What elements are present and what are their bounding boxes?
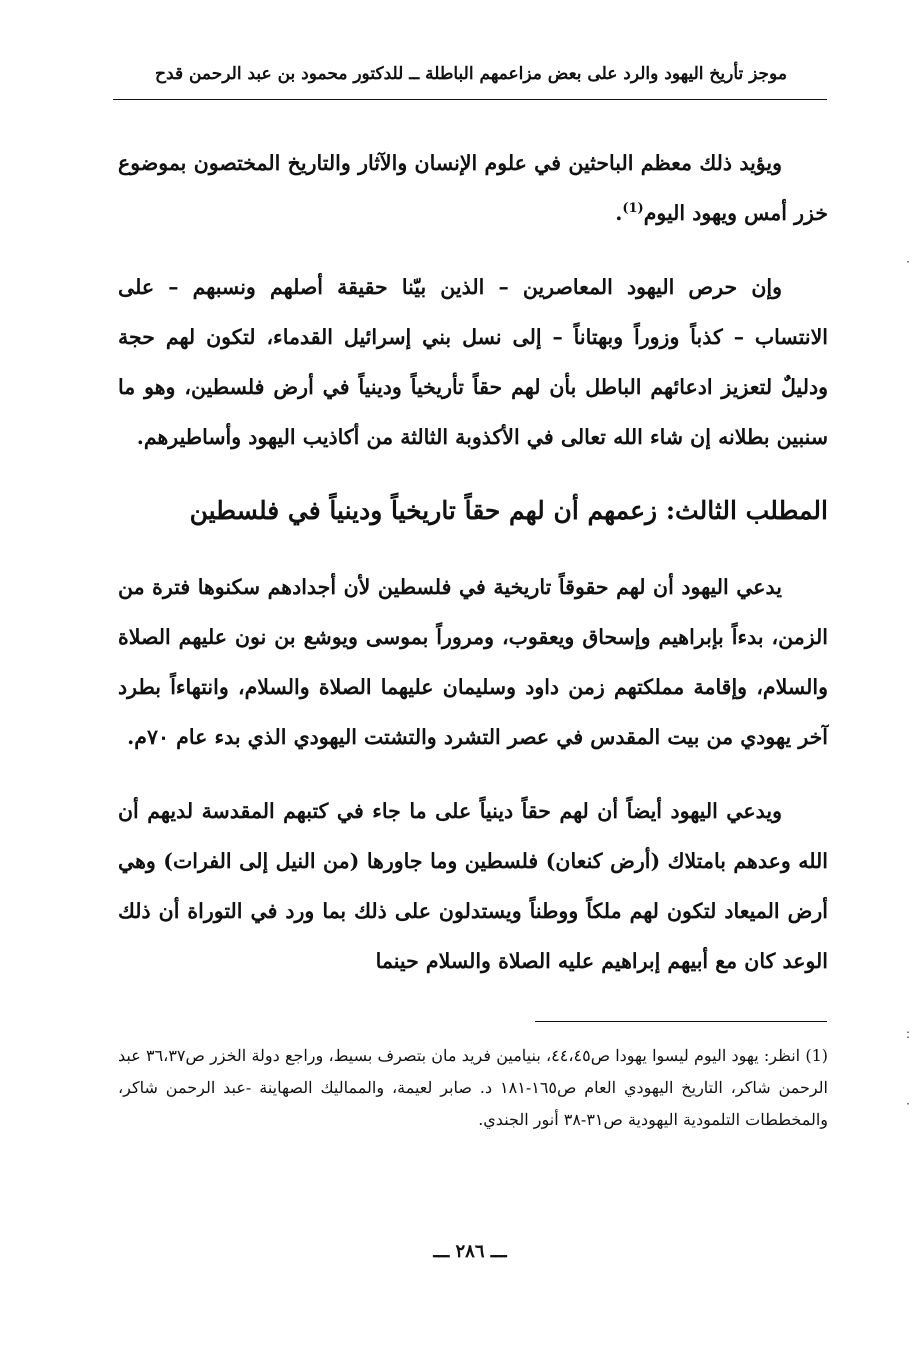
- paragraph-3: يدعي اليهود أن لهم حقوقاً تاريخية في فلسطين لأن أجدادهم سكنوها فترة من الزمن، بدءاً بإبراهيم وإسحاق ويعقوب، ومروراً بموسى ويوشع بن نون عليهم الصلاة والسلام، وإقامة مملكتهم زمن داود وسليمان عليهما الصلاة والسلام، وانتهاءاً بطرد آخر يهودي من بيت المقدس في عصر التشرد والتشتت اليهودي الذي بدء عام ٧٠م.: [118, 575, 828, 749]
- footnote-rule: [535, 1021, 827, 1022]
- section-heading: المطلب الثالث: زعمهم أن لهم حقاً تاريخياً ودينياً في فلسطين: [189, 496, 828, 525]
- edge-speck-mark: :: [905, 1027, 910, 1041]
- edge-speck-mark: ·: [906, 255, 910, 269]
- footnote-1: (1) انظر: يهود اليوم ليسوا يهودا ص٤٤،٤٥، بنيامين فريد مان بتصرف بسيط، وراجع دولة الخزر ص٣٦،٣٧ عبد الرحمن شاكر، التاريخ اليهودي العام ص١٦٥-١٨١ د. صابر لعيمة، والمماليك الصهاينة -عبد الرحمن شاكر، والمخططات التلمودية اليهودية ص٣١-٣٨ أنور الجندي.: [118, 1046, 829, 1129]
- footnote-reference[interactable]: (1): [622, 201, 644, 217]
- paragraph-1-end: .: [615, 201, 623, 225]
- paragraph-1: [118, 138, 828, 238]
- edge-speck-mark: ·: [906, 1097, 910, 1111]
- main-text: [118, 138, 828, 1010]
- footnotes: [118, 1040, 828, 1136]
- paragraph-4: ويدعي اليهود أيضاً أن لهم حقاً دينياً على ما جاء في كتبهم المقدسة لديهم أن الله وعدهم بامتلاك (أرض كنعان) فلسطين وما جاورها (من النيل إلى الفرات) وهي أرض الميعاد لتكون لهم ملكاً ووطناً ويستدلون على ذلك بما ورد في التوراة أن ذلك الوعد كان مع أبيهم إبراهيم عليه الصلاة والسلام حينما: [118, 799, 828, 973]
- running-header: موجز تأريخ اليهود والرد على بعض مزاعمهم الباطلة ــ للدكتور محمود بن عبد الرحمن قدح: [155, 64, 787, 84]
- header-rule: [113, 99, 827, 100]
- page-number: ـــ ٢٨٦ ـــ: [433, 1241, 507, 1262]
- paragraph-1-text: ويؤيد ذلك معظم الباحثين في علوم الإنسان والآثار والتاريخ المختصون بموضوع خزر أمس ويهود اليوم: [118, 151, 828, 225]
- paragraph-2: وإن حرص اليهود المعاصرين – الذين بيّنا حقيقة أصلهم ونسبهم – على الانتساب – كذباً وزوراً وبهتاناً – إلى نسل بني إسرائيل القدماء، لتكون لهم حجة ودليلٌ لتعزيز ادعائهم الباطل بأن لهم حقاً تأريخياً ودينياً في أرض فلسطين، وهو ما سنبين بطلانه إن شاء الله تعالى في الأكذوبة الثالثة من أكاذيب اليهود وأساطيرهم.: [118, 275, 828, 449]
